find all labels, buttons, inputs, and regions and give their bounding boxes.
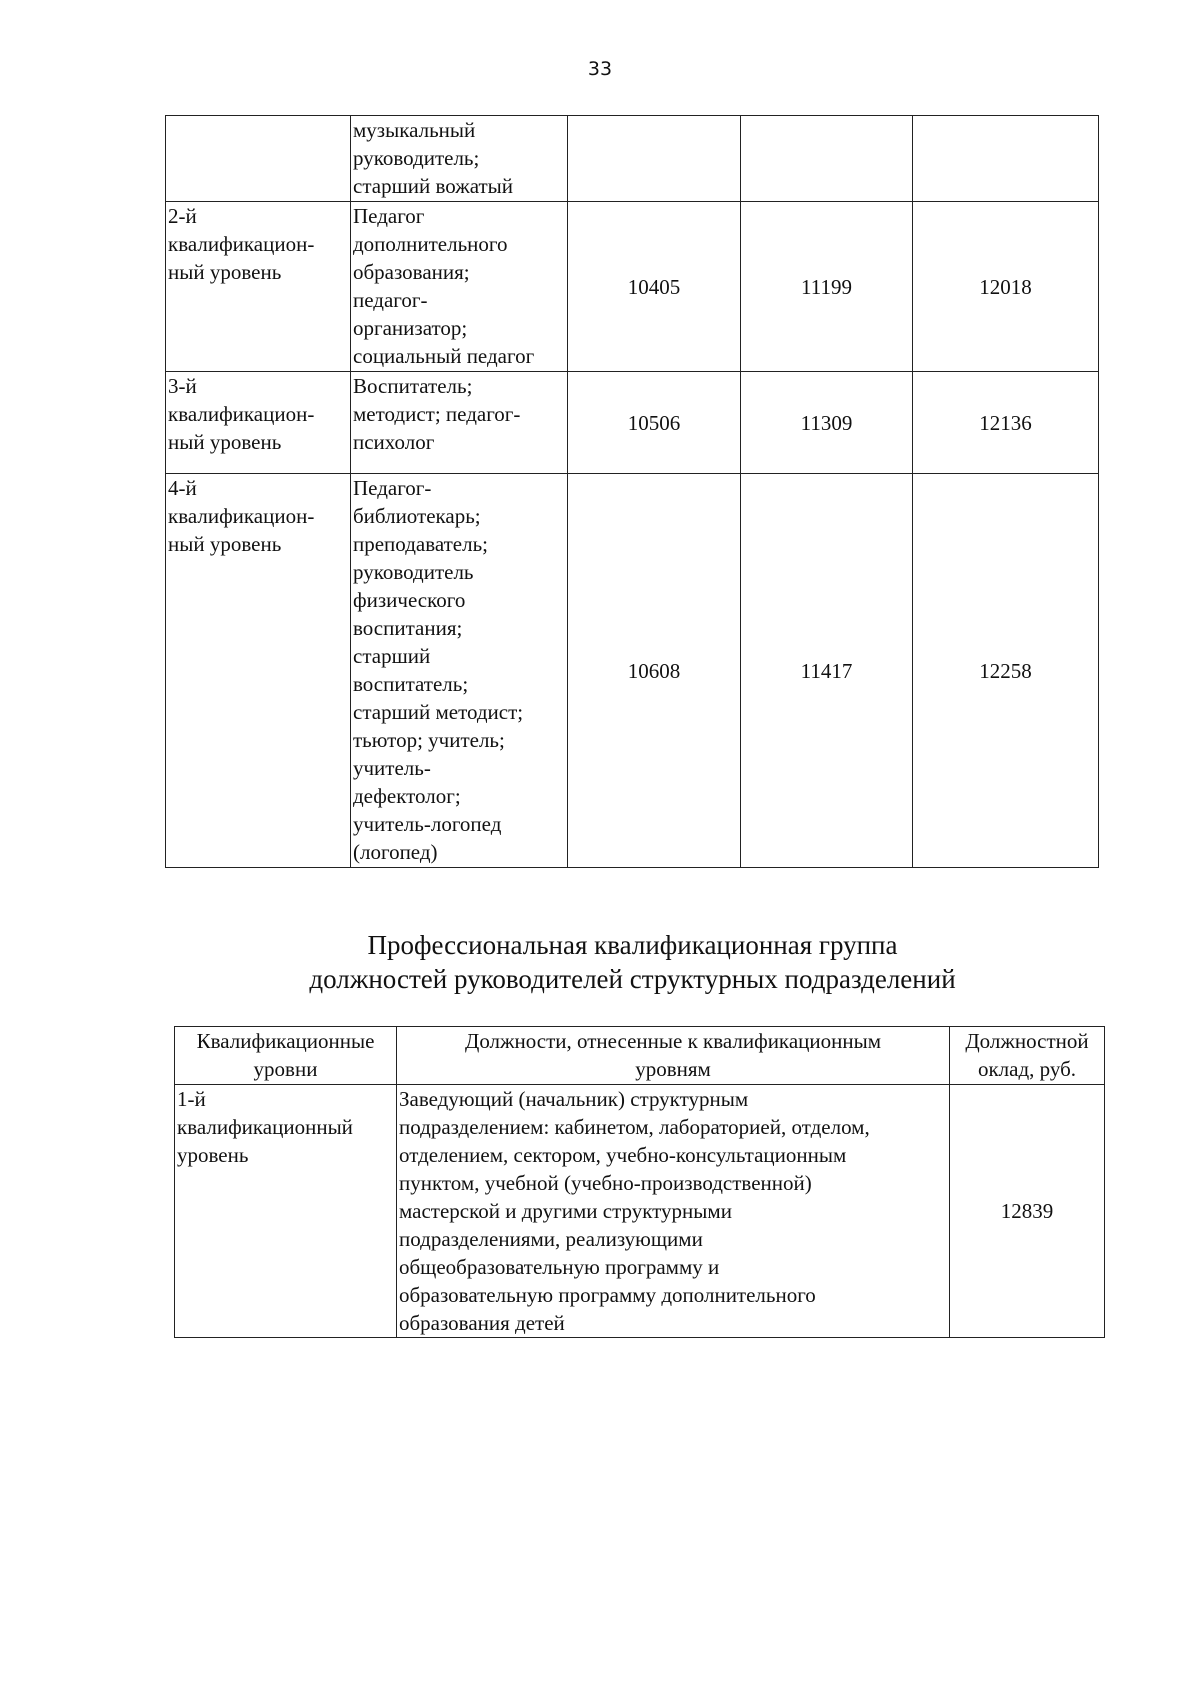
table-row xyxy=(166,116,1099,202)
salary-cell: 10506 xyxy=(568,372,741,474)
positions-cell: Воспитатель; методист; педагог- психолог xyxy=(351,372,568,474)
positions-cell: Педагог- библиотекарь; преподаватель; руководитель физического воспитания; старший воспитатель; старший методист; тьютор; учитель; учитель- дефектолог; учитель-логопед (логопед) xyxy=(351,474,568,868)
table-row xyxy=(166,372,1099,474)
positions-cell: Заведующий (начальник) структурным подразделением: кабинетом, лабораторией, отделом, отделением, сектором, учебно-консультационным пунктом, учебной (учебно-производственной) мастерской и другими структурными подразделениями, реализующими общеобразовательную программу и образовательную программу дополнительного образования детей xyxy=(397,1085,950,1338)
section-heading: Профессиональная квалификационная группа должностей руководителей структурных подразделений xyxy=(309,930,956,994)
table-header-row xyxy=(175,1027,1105,1085)
level-cell: 2-й квалификацион- ный уровень xyxy=(166,202,351,372)
salary-cell: 10608 xyxy=(568,474,741,868)
table-row xyxy=(175,1085,1105,1338)
salary-cell: 12839 xyxy=(950,1085,1105,1338)
salary-cell xyxy=(568,116,741,202)
level-cell: 1-й квалификационный уровень xyxy=(175,1085,397,1338)
salary-cell xyxy=(741,116,913,202)
positions-cell: Педагог дополнительного образования; педагог- организатор; социальный педагог xyxy=(351,202,568,372)
column-header-level: Квалификационные уровни xyxy=(175,1027,397,1085)
positions-cell: музыкальный руководитель; старший вожатый xyxy=(351,116,568,202)
managers-qualification-table xyxy=(174,1026,1105,1338)
salary-cell: 11199 xyxy=(741,202,913,372)
page-number: 33 xyxy=(587,58,613,80)
table-row xyxy=(166,202,1099,372)
salary-cell: 10405 xyxy=(568,202,741,372)
salary-cell: 12258 xyxy=(913,474,1099,868)
level-cell: 3-й квалификацион- ный уровень xyxy=(166,372,351,474)
salary-cell: 12018 xyxy=(913,202,1099,372)
level-cell: 4-й квалификацион- ный уровень xyxy=(166,474,351,868)
salary-cell: 11417 xyxy=(741,474,913,868)
level-cell xyxy=(166,116,351,202)
salary-cell xyxy=(913,116,1099,202)
column-header-salary: Должностной оклад, руб. xyxy=(950,1027,1105,1085)
column-header-positions: Должности, отнесенные к квалификационным уровням xyxy=(397,1027,950,1085)
table-row xyxy=(166,474,1099,868)
salary-cell: 12136 xyxy=(913,372,1099,474)
qualification-table-continued xyxy=(165,115,1099,868)
salary-cell: 11309 xyxy=(741,372,913,474)
